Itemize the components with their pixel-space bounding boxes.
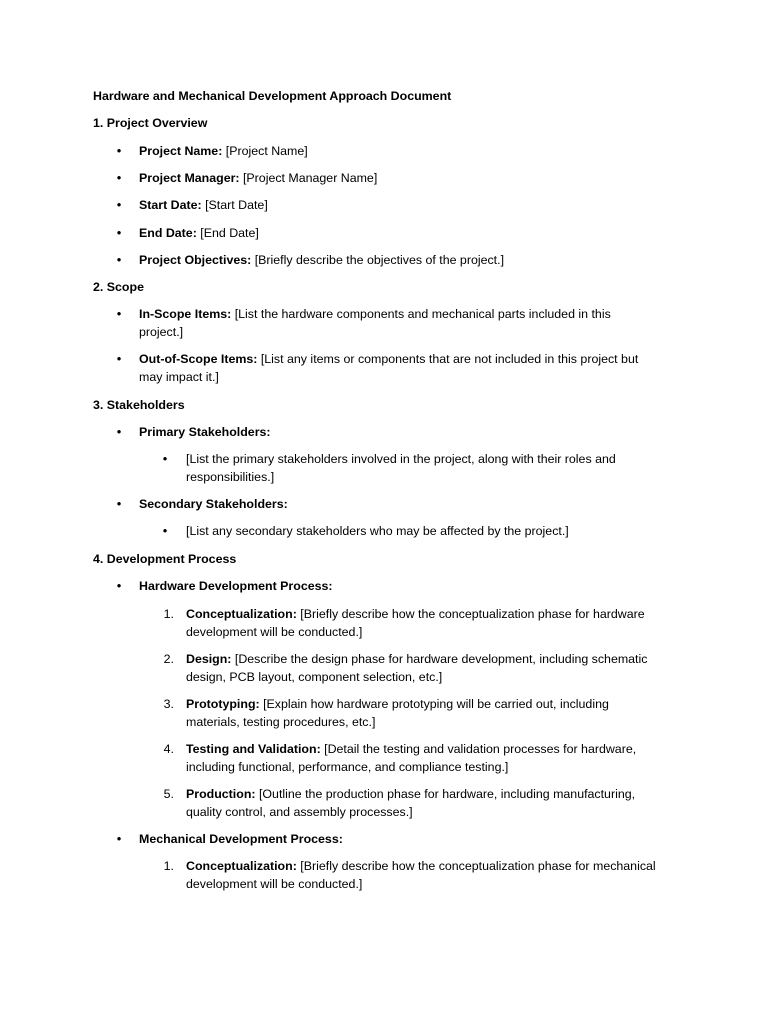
step-text-continued: development will be conducted.] (186, 877, 363, 891)
section-heading-development-process: 4. Development Process (93, 552, 237, 566)
item-label: Project Name: (139, 144, 223, 158)
step-number: 4. (163, 742, 174, 756)
bullet-icon: • (116, 306, 122, 321)
step-label: Prototyping: (186, 697, 260, 711)
step-text: [Describe the design phase for hardware development, including schematic (231, 652, 648, 666)
item-text: [List any secondary stakeholders who may be affected by the project.] (186, 524, 569, 538)
item-label: Out-of-Scope Items: (139, 352, 258, 366)
step-label: Conceptualization: (186, 607, 297, 621)
step-text-continued: quality control, and assembly processes.] (186, 805, 413, 819)
section-heading-scope: 2. Scope (93, 280, 144, 294)
item-text-continued: may impact it.] (139, 370, 219, 384)
item-label: In-Scope Items: (139, 307, 232, 321)
bullet-icon: • (116, 197, 122, 212)
item-label: Hardware Development Process: (139, 579, 333, 593)
step-text-continued: materials, testing procedures, etc.] (186, 715, 376, 729)
step-number: 3. (163, 697, 174, 711)
item-text: [List the hardware components and mechanical parts included in this (231, 307, 611, 321)
item-text-continued: responsibilities.] (186, 470, 275, 484)
section-heading-stakeholders: 3. Stakeholders (93, 398, 185, 412)
item-label: Primary Stakeholders: (139, 425, 271, 439)
step-number: 2. (163, 652, 174, 666)
step-label: Conceptualization: (186, 859, 297, 873)
item-text: [Project Manager Name] (239, 171, 378, 185)
bullet-icon: • (116, 351, 122, 366)
step-text: [Briefly describe how the conceptualization phase for mechanical (296, 859, 656, 873)
item-text: [Briefly describe the objectives of the project.] (251, 253, 505, 267)
item-text-continued: project.] (139, 325, 184, 339)
item-text: [End Date] (196, 226, 259, 240)
step-label: Testing and Validation: (186, 742, 321, 756)
step-number: 5. (163, 787, 174, 801)
bullet-icon: • (116, 496, 122, 511)
item-label: Start Date: (139, 198, 202, 212)
step-text-continued: development will be conducted.] (186, 625, 363, 639)
step-text: [Explain how hardware prototyping will be carried out, including (259, 697, 609, 711)
item-text: [Start Date] (201, 198, 268, 212)
item-label: Project Objectives: (139, 253, 252, 267)
step-text-continued: design, PCB layout, component selection, etc.] (186, 670, 443, 684)
step-text: [Outline the production phase for hardware, including manufacturing, (255, 787, 636, 801)
item-text: [List any items or components that are not included in this project but (257, 352, 639, 366)
item-label: Project Manager: (139, 171, 240, 185)
step-text: [Detail the testing and validation processes for hardware, (320, 742, 637, 756)
step-label: Design: (186, 652, 232, 666)
step-text: [Briefly describe how the conceptualization phase for hardware (296, 607, 645, 621)
bullet-icon: • (162, 523, 168, 538)
section-heading-project-overview: 1. Project Overview (93, 116, 208, 130)
bullet-icon: • (116, 143, 122, 158)
step-number: 1. (163, 607, 174, 621)
bullet-icon: • (116, 424, 122, 439)
document-title: Hardware and Mechanical Development Approach Document (93, 89, 452, 103)
bullet-icon: • (116, 225, 122, 240)
item-label: Mechanical Development Process: (139, 832, 343, 846)
step-text-continued: including functional, performance, and compliance testing.] (186, 760, 509, 774)
item-text: [Project Name] (222, 144, 308, 158)
bullet-icon: • (116, 578, 122, 593)
bullet-icon: • (116, 170, 122, 185)
item-label: End Date: (139, 226, 197, 240)
bullet-icon: • (116, 831, 122, 846)
bullet-icon: • (162, 451, 168, 466)
bullet-icon: • (116, 252, 122, 267)
item-text: [List the primary stakeholders involved in the project, along with their roles and (186, 452, 616, 466)
step-number: 1. (163, 859, 174, 873)
step-label: Production: (186, 787, 256, 801)
item-label: Secondary Stakeholders: (139, 497, 288, 511)
